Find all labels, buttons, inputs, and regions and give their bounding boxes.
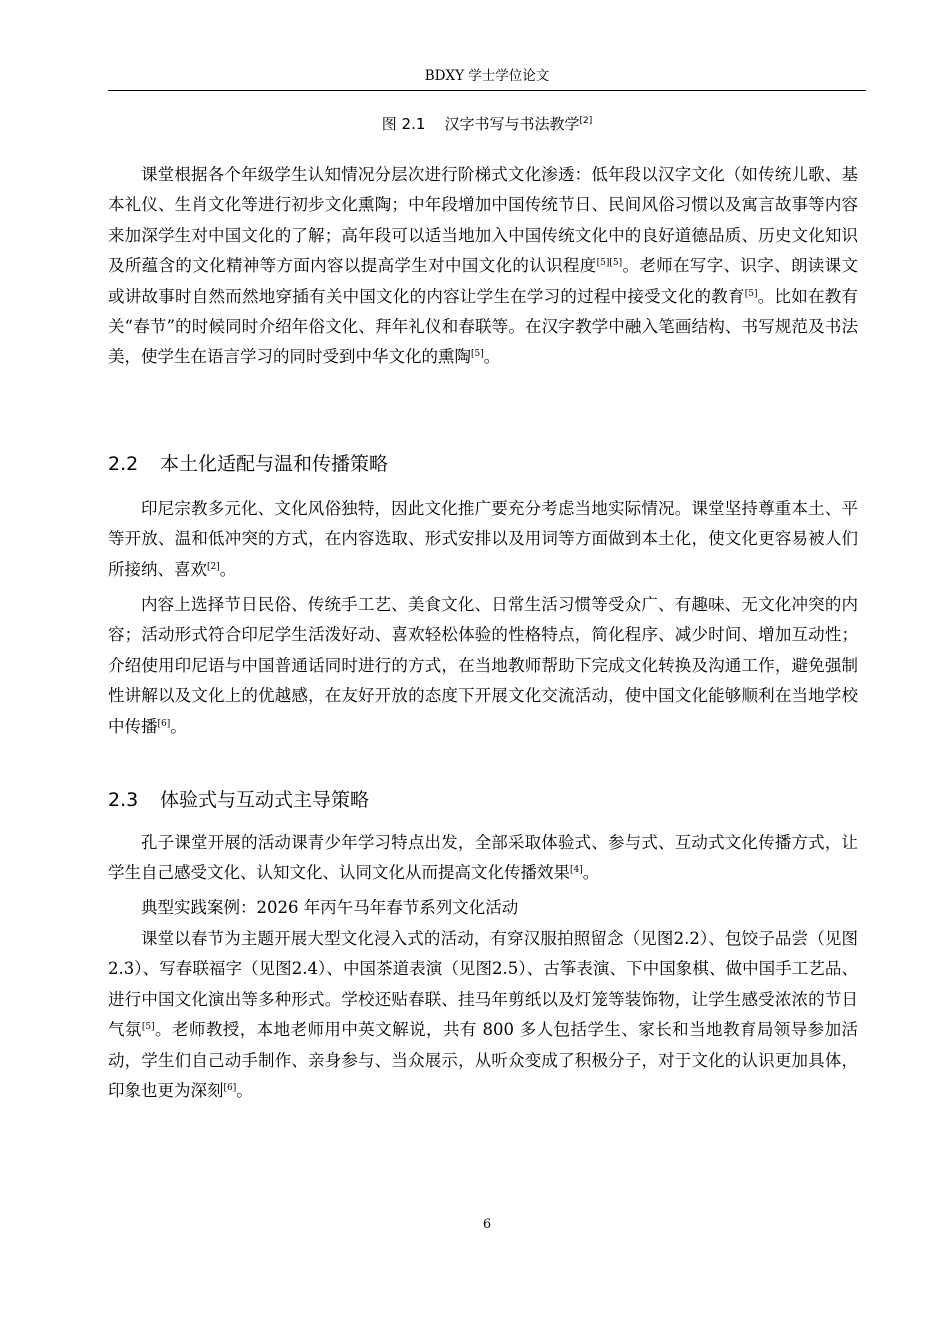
paragraph-text: 孔子课堂开展的活动课青少年学习特点出发，全部采取体验式、参与式、互动式文化传播方式，让学生自己感受文化、认知文化、认同文化从而提高文化传播效果 — [108, 833, 858, 883]
citation: [6] — [157, 718, 171, 729]
paragraph-text: 。老师教授，本地老师用中英文解说，共有 800 多人包括学生、家长和当地教育局领导参加活动，学生们自己动手制作、亲身参与、当众展示，从听众变成了积极分子，对于文化的认识更加具体，印象也更为深刻 — [108, 1020, 859, 1101]
paragraph — [108, 590, 858, 742]
paragraph — [108, 494, 858, 585]
citation: [5] — [141, 1022, 155, 1033]
paragraph-text: 内容上选择节日民俗、传统手工艺、美食文化、日常生活习惯等受众广、有趣味、无文化冲突的内容；活动形式符合印尼学生活泼好动、喜欢轻松体验的性格特点，简化程序、减少时间、增加互动性；介绍使用印尼语与中国普通话同时进行的方式，在当地教师帮助下完成文化转换及沟通工作，避免强制性讲解以及文化上的优越感，在友好开放的态度下开展文化交流活动，使中国文化能够顺利在当地学校中传播 — [108, 595, 858, 736]
figure-label: 图 2.1 — [381, 115, 426, 133]
citation: [5][5] — [596, 258, 623, 269]
paragraph-text: 。比如在教有关“春节”的时候同时介绍年俗文化、拜年礼仪和春联等。在汉字教学中融入笔画结构、书写规范及书法美，使学生在语言学习的同时受到中华文化的熏陶 — [108, 286, 859, 367]
running-header: BDXY 学士学位论文 — [424, 68, 550, 84]
paragraph — [108, 160, 858, 373]
section-title: 本土化适配与温和传播策略 — [160, 453, 389, 475]
paragraph-text: 。 — [170, 716, 187, 736]
citation: [5] — [744, 288, 758, 299]
section-heading-2-2 — [108, 450, 866, 478]
citation: [2] — [207, 561, 220, 572]
paragraph-text: 典型实践案例：2026 年丙午马年春节系列文化活动 — [141, 898, 519, 917]
figure-title: 汉字书写与书法教学 — [444, 115, 580, 133]
paragraph — [108, 924, 858, 1106]
paragraph — [108, 893, 858, 923]
paragraph — [108, 828, 858, 889]
section-number: 2.2 — [108, 453, 139, 475]
figure-caption — [108, 113, 866, 135]
paragraph-text: 课堂以春节为主题开展大型文化浸入式的活动，有穿汉服拍照留念（见图2.2）、包饺子品尝（见图2.3）、写春联福字（见图2.4）、中国茶道表演（见图2.5）、古筝表演、下中国象棋、做中国手工艺品、进行中国文化演出等多种形式。学校还贴春联、挂马年剪纸以及灯笼等装饰物，让学生感受浓浓的节日气氛 — [108, 929, 858, 1040]
section-title: 体验式与互动式主导策略 — [160, 789, 370, 811]
paragraph-text: 印尼宗教多元化、文化风俗独特，因此文化推广要充分考虑当地实际情况。课堂坚持尊重本土、平等开放、温和低冲突的方式，在内容选取、形式安排以及用词等方面做到本土化，使文化更容易被人们所接纳、喜欢 — [108, 499, 858, 579]
paragraph-text: 。 — [236, 1081, 253, 1101]
citation: [5] — [471, 349, 484, 360]
figure-citation: [2] — [579, 116, 593, 126]
citation: [4] — [570, 865, 583, 876]
page-number: 6 — [482, 1217, 492, 1232]
header-divider — [108, 90, 866, 91]
paragraph-text: 。 — [582, 863, 600, 883]
paragraph-text: 。老师在写字、识字、朗读课文或讲故事时自然而然地穿插有关中国文化的内容让学生在学习的过程中接受文化的教育 — [108, 256, 859, 306]
section-number: 2.3 — [108, 789, 139, 811]
section-heading-2-3 — [108, 786, 866, 814]
paragraph-text: 。 — [483, 347, 501, 367]
paragraph-text: 。 — [219, 559, 237, 579]
paragraph-text: 课堂根据各个年级学生认知情况分层次进行阶梯式文化渗透：低年段以汉字文化（如传统儿歌、基本礼仪、生肖文化等进行初步文化熏陶；中年段增加中国传统节日、民间风俗习惯以及寓言故事等内容来加深学生对中国文化的了解；高年段可以适当地加入中国传统文化中的良好道德品质、历史文化知识及所蕴含的文化精神等方面内容以提高学生对中国文化的认识程度 — [108, 165, 858, 276]
citation: [6] — [223, 1083, 237, 1094]
